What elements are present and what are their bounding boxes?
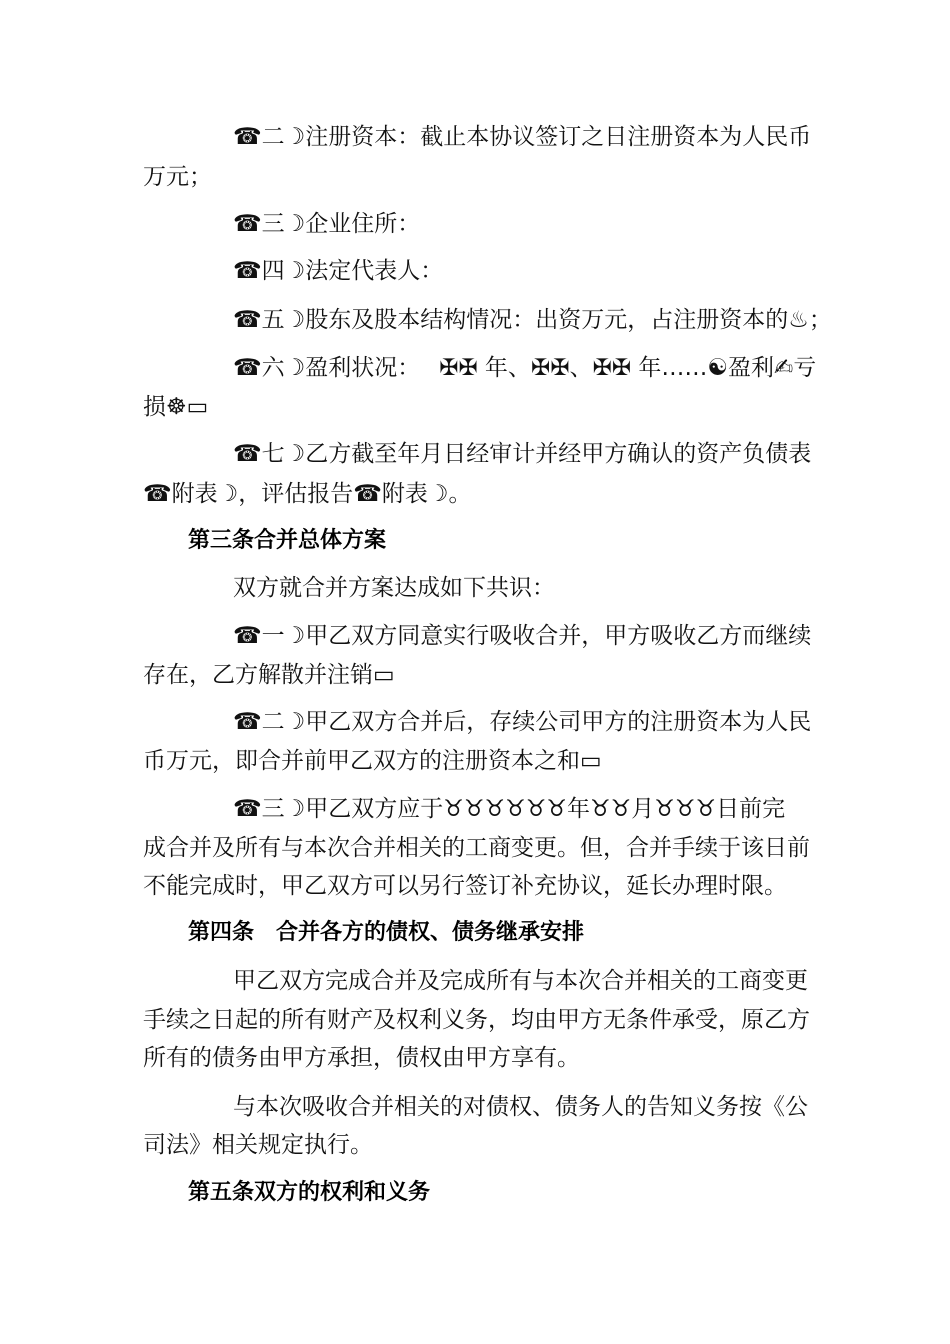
section-heading-3: 第三条合并总体方案 (188, 528, 387, 553)
text-line: 所有的债务由甲方承担，债权由甲方享有。 (143, 1045, 580, 1071)
text-line: 成合并及所有与本次合并相关的工商变更。但，合并手续于该日前 (143, 835, 810, 861)
text-line: ☎七☽乙方截至年月日经审计并经甲方确认的资产负债表 (233, 441, 812, 467)
text-line: 双方就合并方案达成如下共识： (233, 575, 555, 601)
text-line: 存在，乙方解散并注销▭ (143, 662, 395, 688)
text-line: ☎三☽甲乙双方应于♉♉♉♉♉♉年♉♉月♉♉♉日前完 (233, 796, 786, 822)
text-line: 万元； (143, 164, 212, 190)
text-line: 损☸▭ (143, 394, 209, 420)
text-line: ☎二☽甲乙双方合并后，存续公司甲方的注册资本为人民 (233, 709, 812, 735)
text-line: 司法》相关规定执行。 (143, 1132, 373, 1158)
text-line: ☎三☽企业住所： (233, 211, 421, 237)
section-heading-4: 第四条 合并各方的债权、债务继承安排 (188, 920, 585, 945)
section-heading-5: 第五条双方的权利和义务 (188, 1180, 431, 1205)
text-line: 不能完成时，甲乙双方可以另行签订补充协议，延长办理时限。 (143, 873, 787, 899)
text-line: ☎一☽甲乙双方同意实行吸收合并，甲方吸收乙方而继续 (233, 623, 812, 649)
text-line: ☎附表☽，评估报告☎附表☽。 (143, 481, 472, 507)
text-line: 手续之日起的所有财产及权利义务，均由甲方无条件承受，原乙方 (143, 1007, 810, 1033)
text-line: ☎四☽法定代表人： (233, 258, 444, 284)
text-line: ☎二☽注册资本：截止本协议签订之日注册资本为人民币 (233, 124, 812, 150)
text-line: ☎六☽盈利状况： ✠✠ 年、✠✠、✠✠ 年……☯盈利✍亏 (233, 355, 817, 381)
text-line: ☎五☽股东及股本结构情况：出资万元，占注册资本的♨； (233, 307, 832, 333)
text-line: 与本次吸收合并相关的对债权、债务人的告知义务按《公 (233, 1094, 808, 1120)
text-line: 甲乙双方完成合并及完成所有与本次合并相关的工商变更 (233, 968, 808, 994)
text-line: 币万元，即合并前甲乙双方的注册资本之和▭ (143, 748, 602, 774)
